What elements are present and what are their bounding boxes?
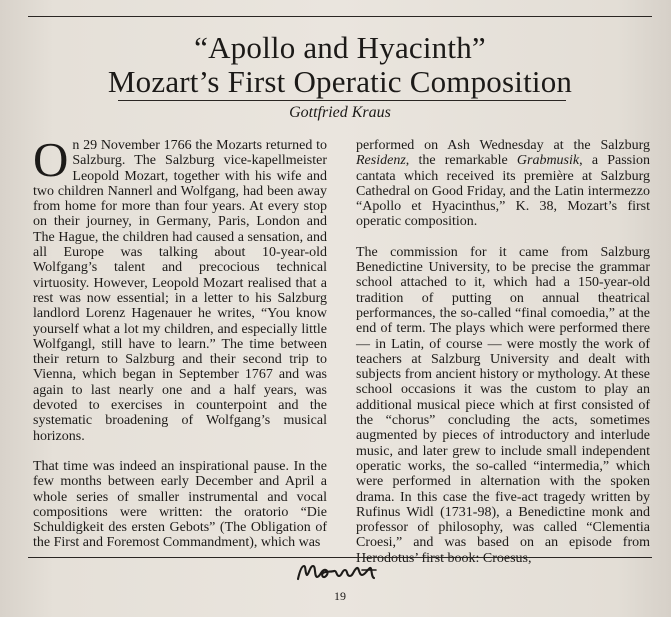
title-line-2: Mozart’s First Operatic Composition (107, 64, 573, 99)
page-number: 19 (334, 589, 346, 603)
right-paragraph-1 (356, 138, 650, 230)
right-paragraph-1-part-c: , a Passion cantata which received its première at Salzburg Cathedral on Good Friday, and the Latin intermezzo “Apollo et Hyacinthus,” K. 38, Mozart’s first operatic composition. (356, 153, 650, 230)
left-paragraph-1 (33, 132, 327, 444)
left-paragraph-2: That time was indeed an inspirational pause. In the few months between early December and April a whole series of smaller instrumental and vocal compositions were written: the oratorio “Die Schuldigkeit des ersten Gebots” (The Obligation of the First and Foremost Commandment), which was (33, 458, 327, 551)
right-paragraph-1-part-a: performed on Ash Wednesday at the Salzburg (356, 138, 650, 153)
grabmusik-italic: Grabmusik (516, 153, 580, 169)
mozart-signature-logo (292, 558, 382, 586)
left-column (33, 132, 327, 551)
title-underline (118, 100, 566, 101)
title-line-1: “Apollo and Hyacinth” (194, 30, 486, 65)
residenz-italic: Residenz (356, 153, 406, 169)
right-column (356, 138, 650, 566)
right-paragraph-1-part-b: , the remarkable (405, 153, 517, 169)
right-paragraph-2: The commission for it came from Salzburg Benedictine University, to be precise the grammar school attached to it, which had a 150-year-old tradition of putting on annual theatrical performances, the so-called “final comoedia,” at the end of term. The plays which were performed there — in Latin, of course — were mostly the work of teachers at Salzburg University and dealt with subjects from ancient history or mythology. At these school occasions it was the custom to play an additional musical piece which at first consisted of the “chorus” concluding the acts, sometimes augmented by pieces of introductory and interlude music, and later grew to include small independent operatic works, the so-called “intermedia,” which were performed in alternation with the spoken drama. In this case the five-act tragedy written by Rufinus Widl (1731-98), a Benedictine monk and professor of philosophy, was called “Clementia Croesi,” and was based on an episode from Herodotus’ first book: Croesus, (356, 244, 650, 566)
top-rule (28, 16, 652, 17)
author-name: Gottfried Kraus (289, 104, 391, 121)
left-paragraph-1-text: n 29 November 1766 the Mozarts returned to Salzburg. The Salzburg vice-kapellmeister Leopold Mozart, together with his wife and two children Nannerl and Wolfgang, had been away from home for more than four years. At every stop on their journey, in Germany, Paris, London and The Hague, the children had caused a sensation, and all Europe was talking about 10-year-old Wolfgang’s talent and precocious technical virtuosity. However, Leopold Mozart realised that a rest was now essential; in a letter to his Salzburg landlord Lorenz Hagenauer he writes, “You know yourself what a lot my children, and especially little Wolfgangl, still have to learn.” The time between their return to Salzburg and their second trip to Vienna, which began in September 1767 and was again to last nearly one and a half years, was devoted to exercises in counterpoint and the systematic broadening of Wolfgang’s musical horizons. (33, 138, 327, 444)
drop-cap: O (33, 132, 69, 187)
